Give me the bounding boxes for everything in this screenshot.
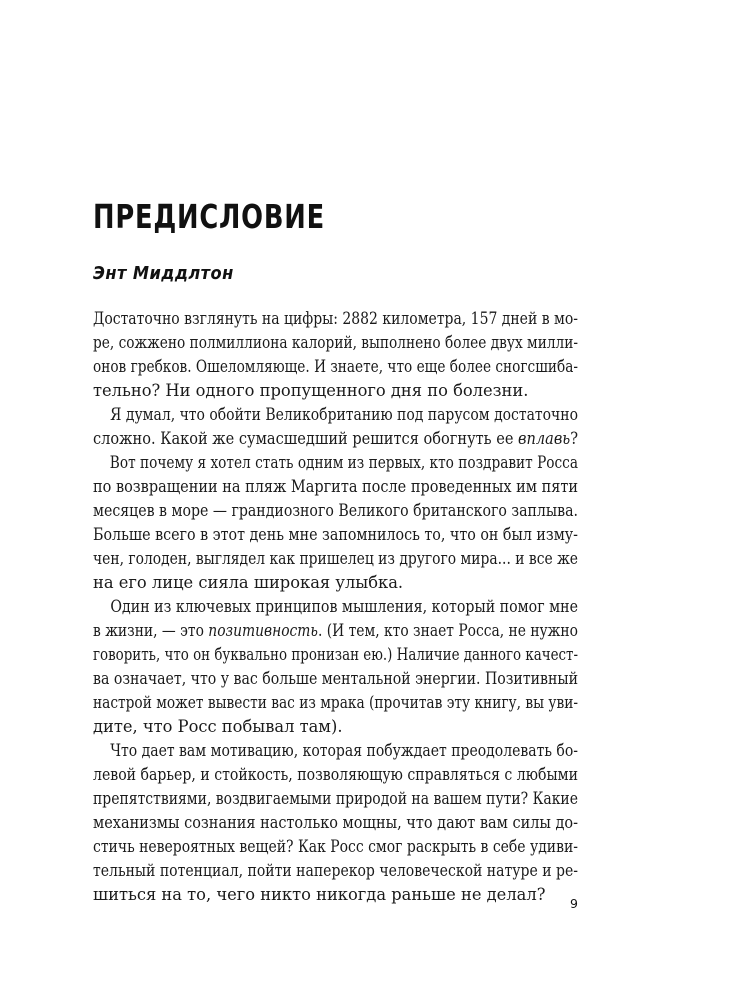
text-segment: сложно. Какой же сумасшедший решится обогнуть ее [93,429,519,448]
text-segment: ? [570,429,579,448]
italic-emphasis: позитивность [208,621,318,640]
text-line: тельно? Ни одного пропущенного дня по болезни. [93,381,529,400]
text-line-mixed [93,427,578,451]
text-line: по возвращении на пляж Маргита после проведенных им пяти [93,477,579,496]
page-number: 9 [570,896,578,911]
text-line: ва означает, что у вас больше ментальной энергии. Позитивный [93,669,578,688]
text-line: на его лице сияла широкая улыбка. [93,573,404,592]
text-line: чен, голоден, выглядел как пришелец из другого мира... и все же [93,549,579,568]
chapter-title: ПРЕДИСЛОВИЕ [93,197,325,236]
text-line: препятствиями, воздвигаемыми природой на вашем пути? Какие [93,789,578,808]
text-line: Что дает вам мотивацию, которая побуждает преодолевать бо- [110,741,578,760]
text-line: говорить, что он буквально пронизан ею.) Наличие данного качест- [93,645,578,664]
text-line: дите, что Росс побывал там). [93,717,343,736]
text-line: левой барьер, и стойкость, позволяющую справляться с любыми [93,765,578,784]
chapter-author: Энт Миддлтон [93,263,234,284]
text-line: шиться на то, чего никто никогда раньше не делал? [93,885,546,904]
text-line: месяцев в море — грандиозного Великого британского заплыва. [93,501,578,520]
text-line: ре, сожжено полмиллиона калорий, выполнено более двух милли- [93,333,579,352]
text-line: стичь невероятных вещей? Как Росс смог раскрыть в себе удиви- [93,837,578,856]
body-text [93,307,578,907]
text-line: Вот почему я хотел стать одним из первых, кто поздравит Росса [109,453,578,472]
text-line: онов гребков. Ошеломляюще. И знаете, что еще более сногсшиба- [93,357,578,376]
text-line: Достаточно взглянуть на цифры: 2882 километра, 157 дней в мо- [93,309,578,328]
text-segment: в жизни, — это [93,621,209,640]
text-line: механизмы сознания настолько мощны, что дают вам силы до- [93,813,579,832]
text-line: тельный потенциал, пойти наперекор человеческой натуре и ре- [93,861,578,880]
italic-emphasis: вплавь [518,429,571,448]
text-line: Я думал, что обойти Великобританию под парусом достаточно [110,405,578,424]
text-line: Один из ключевых принципов мышления, который помог мне [110,597,578,616]
text-segment: . (И тем, кто знает Росса, не нужно [317,621,578,640]
text-line: настрой может вывести вас из мрака (прочитав эту книгу, вы уви- [93,693,579,712]
text-line-mixed [93,619,578,643]
text-line: Больше всего в этот день мне запомнилось то, что он был изму- [93,525,578,544]
